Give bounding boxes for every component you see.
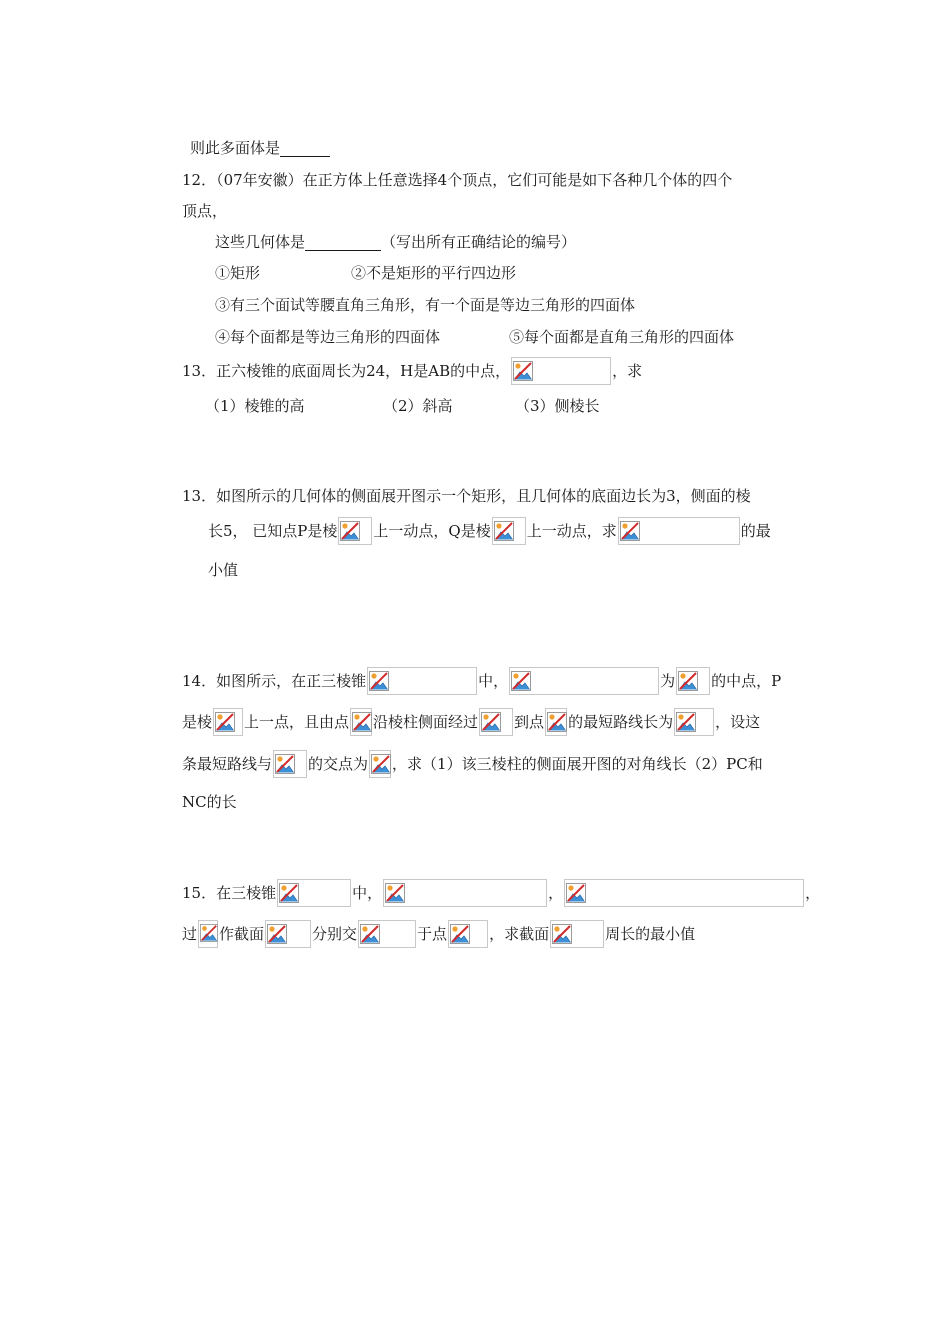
broken-image-icon <box>367 667 477 695</box>
broken-image-icon <box>618 517 740 545</box>
q12-line3: 这些几何体是 （写出所有正确结论的编号） <box>215 233 577 251</box>
broken-image-icon <box>492 517 526 545</box>
broken-image-icon <box>545 708 567 736</box>
broken-image-icon <box>273 750 307 778</box>
q13a-line1: 13．正六棱锥的底面周长为24，H是AB的中点， ，求 <box>182 358 642 384</box>
q13b-line1: 13．如图所示的几何体的侧面展开图示一个矩形，且几何体的底面边长为3，侧面的棱 <box>182 487 751 505</box>
q13b-line3: 小值 <box>208 561 239 579</box>
broken-image-icon <box>358 920 416 948</box>
broken-image-icon <box>511 357 611 385</box>
broken-image-icon <box>198 920 218 948</box>
broken-image-icon <box>564 879 804 907</box>
broken-image-icon <box>277 879 351 907</box>
q15-line2: 过 作截面 分别交 于点 ，求截面 周长的最小值 <box>182 921 695 947</box>
broken-image-icon <box>550 920 604 948</box>
q14-line1: 14．如图所示，在正三棱锥 中， 为 的中点，P <box>182 668 781 694</box>
broken-image-icon <box>509 667 659 695</box>
q13a-subquestions: （1）棱锥的高 （2）斜高 （3）侧棱长 <box>205 397 600 415</box>
q12-options-row1: ①矩形 ②不是矩形的平行四边形 <box>215 264 517 282</box>
q12-line2: 顶点， <box>182 202 228 220</box>
broken-image-icon <box>448 920 488 948</box>
broken-image-icon <box>338 517 372 545</box>
q14-line4: NC的长 <box>182 793 237 811</box>
broken-image-icon <box>350 708 372 736</box>
broken-image-icon <box>676 667 710 695</box>
broken-image-icon <box>479 708 513 736</box>
broken-image-icon <box>674 708 714 736</box>
q12-option3: ③有三个面试等腰直角三角形，有一个面是等边三角形的四面体 <box>215 296 636 314</box>
q14-line3: 条最短路线与 的交点为 ，求（1）该三棱柱的侧面展开图的对角线长（2）PC和 <box>182 751 763 777</box>
q11-tail: 则此多面体是 <box>190 135 330 161</box>
answer-blank <box>280 140 330 157</box>
q14-line2: 是棱 上一点，且由点 沿棱柱侧面经过 到点 的最短路线长为 ，设这 <box>182 709 760 735</box>
q15-line1: 15．在三棱锥 中， ， ， <box>182 880 820 906</box>
q13b-line2: 长5， 已知点P是棱 上一动点，Q是棱 上一动点，求 的最 <box>208 518 771 544</box>
answer-blank <box>305 234 381 251</box>
q12-options-row3: ④每个面都是等边三角形的四面体 ⑤每个面都是直角三角形的四面体 <box>215 328 735 346</box>
q12-line1: 12．（07年安徽）在正方体上任意选择4个顶点，它们可能是如下各种几个体的四个 <box>182 171 733 189</box>
broken-image-icon <box>369 750 391 778</box>
broken-image-icon <box>383 879 547 907</box>
broken-image-icon <box>265 920 311 948</box>
broken-image-icon <box>213 708 243 736</box>
